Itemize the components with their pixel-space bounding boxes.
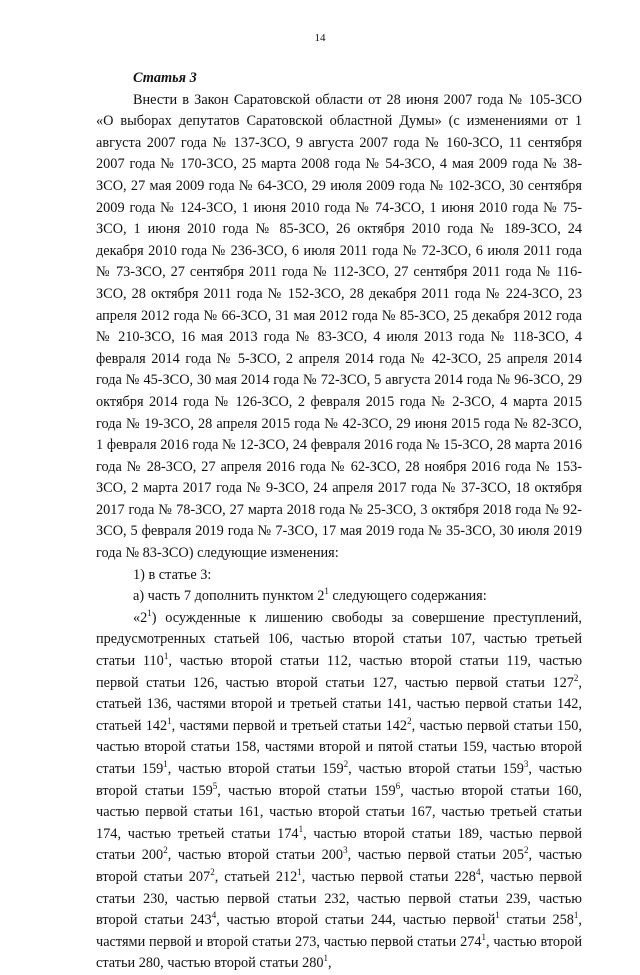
- page-number: 14: [314, 32, 326, 44]
- superscript-index: 2: [163, 845, 168, 856]
- superscript-index: 1: [163, 759, 168, 769]
- quote-text-segment: , частью второй статьи 159: [167, 761, 344, 777]
- quote-text-segment: , частями первой и второй статьи 273, частью первой статьи 274: [96, 912, 582, 950]
- subitem-a-superscript: 1: [324, 586, 329, 597]
- quoted-amendment-paragraph: [96, 608, 582, 975]
- superscript-index: 4: [211, 910, 217, 921]
- quote-text-segment: , статьей 136, частями второй и третьей статьи 141, частью первой статьи 142, статьей 142: [96, 674, 582, 734]
- article-body: [96, 68, 582, 975]
- quote-text-segment: , частью первой статьи 205: [347, 847, 524, 864]
- quote-text-segment: , частью второй статьи 160, частью первой статьи 161, частью второй статьи 167, частью третьей статьи 174, частью третьей статьи 174: [96, 782, 582, 842]
- superscript-index: 5: [212, 780, 218, 791]
- item-1: 1) в статье 3:: [133, 566, 212, 583]
- superscript-index: 3: [343, 845, 348, 856]
- superscript-index: 1: [297, 866, 302, 877]
- quote-text-segment: , частью второй статьи 159: [96, 761, 582, 799]
- quote-text-segment: статьи 258: [499, 912, 574, 929]
- quote-text-segment: , частью первой статьи 150, частью второй статьи 158, частями второй и пятой статьи 159, частью второй статьи 159: [96, 717, 582, 777]
- superscript-index: 2: [343, 759, 349, 769]
- superscript-index: 2: [407, 715, 412, 726]
- subitem-a-text: а) часть 7 дополнить пунктом 2: [133, 588, 325, 605]
- quote-text-segment: , частью второй статьи 244, частью первой: [216, 912, 496, 929]
- quote-text-segment: , частью второй статьи 159: [348, 761, 524, 777]
- superscript-index: 2: [523, 845, 529, 856]
- superscript-index: 2: [573, 672, 579, 683]
- superscript-index: 1: [481, 931, 487, 942]
- article-intro-paragraph: Внести в Закон Саратовской области от 28 июня 2007 года № 105-ЗСО «О выборах депутатов Саратовской областной Думы» (с изменениями от 1 августа 2007 года № 137-ЗСО, 9 августа 2007 года № 160-ЗСО, 11 сентября 2007 года № 170-ЗСО, 25 марта 2008 года № 54-ЗСО, 4 мая 2009 года № 38-ЗСО, 27 мая 2009 года № 64-ЗСО, 29 июля 2009 года № 102-ЗСО, 30 сентября 2009 года № 124-ЗСО, 1 июня 2010 года № 74-ЗСО, 1 июня 2010 года № 75-ЗСО, 1 июня 2010 года № 85-ЗСО, 26 октября 2010 года № 189-ЗСО, 24 декабря 2010 года № 236-ЗСО, 6 июля 2011 года № 72-ЗСО, 6 июля 2011 года № 73-ЗСО, 27 сентября 2011 года № 112-ЗСО, 27 сентября 2011 года № 116-ЗСО, 28 октября 2011 года № 152-ЗСО, 28 декабря 2011 года № 224-ЗСО, 23 апреля 2012 года № 66-ЗСО, 31 мая 2012 года № 85-ЗСО, 25 декабря 2012 года № 210-ЗСО, 16 мая 2013 года № 83-ЗСО, 4 июля 2013 года № 118-ЗСО, 4 февраля 2014 года № 5-ЗСО, 2 апреля 2014 года № 42-ЗСО, 25 апреля 2014 года № 45-ЗСО, 30 мая 2014 года № 72-ЗСО, 5 августа 2014 года № 96-ЗСО, 29 октября 2014 года № 126-ЗСО, 2 февраля 2015 года № 2-ЗСО, 4 марта 2015 года № 19-ЗСО, 28 апреля 2015 года № 42-ЗСО, 29 июня 2015 года № 82-ЗСО, 1 февраля 2016 года № 12-ЗСО, 24 февраля 2016 года № 15-ЗСО, 28 марта 2016 года № 28-ЗСО, 27 апреля 2016 года № 62-ЗСО, 28 ноября 2016 года № 153-ЗСО, 2 марта 2017 года № 9-ЗСО, 24 апреля 2017 года № 37-ЗСО, 18 октября 2017 года № 78-ЗСО, 27 марта 2018 года № 25-ЗСО, 3 октября 2018 года № 92-ЗСО, 5 февраля 2019 года № 7-ЗСО, 17 мая 2019 года № 35-ЗСО, 30 июля 2019 года № 83-ЗСО) следующие изменения:: [96, 91, 582, 562]
- superscript-index: 1: [163, 651, 169, 662]
- superscript-index: 1: [495, 910, 500, 921]
- subitem-a-tail: следующего содержания:: [328, 588, 487, 605]
- quote-text-segment: , частью второй статьи 200: [167, 847, 344, 864]
- quote-text-segment: , частями первой и третьей статьи 142: [171, 717, 408, 734]
- quote-text-segment: «2: [133, 609, 148, 626]
- superscript-index: 1: [573, 910, 579, 921]
- quote-text-segment: ,: [328, 955, 332, 972]
- quote-text-segment: , частью второй статьи 159: [217, 782, 396, 799]
- quote-text-segment: , статьей 212: [214, 868, 298, 885]
- quote-text-segment: , частью второй статьи 207: [96, 847, 582, 885]
- subitem-a: [96, 586, 582, 608]
- superscript-index: 1: [167, 715, 172, 726]
- superscript-index: 1: [298, 823, 304, 834]
- article-title: Статья 3: [133, 70, 197, 86]
- quote-text-segment: , частью второй статьи 280, частью второй статьи 280: [96, 933, 582, 972]
- quote-text-segment: , частью второй статьи 189, частью первой статьи 200: [96, 825, 583, 864]
- superscript-index: 6: [395, 780, 401, 791]
- superscript-index: 4: [475, 866, 481, 877]
- superscript-index: 1: [147, 607, 152, 618]
- quote-text-segment: ) осужденные к лишению свободы за совершение преступлений, предусмотренных статьей 106, частью второй статьи 107, частью третьей статьи 110: [96, 609, 582, 670]
- quote-text-segment: , частью первой статьи 230, частью первой статьи 232, частью первой статьи 239, частью второй статьи 243: [96, 868, 582, 929]
- superscript-index: 3: [523, 759, 529, 769]
- superscript-index: 2: [210, 866, 215, 877]
- quote-text-segment: , частью второй статьи 112, частью второй статьи 119, частью первой статьи 126, частью второй статьи 127, частью первой статьи 127: [96, 653, 582, 691]
- superscript-index: 1: [323, 953, 329, 964]
- quote-text-segment: , частью первой статьи 228: [301, 868, 476, 885]
